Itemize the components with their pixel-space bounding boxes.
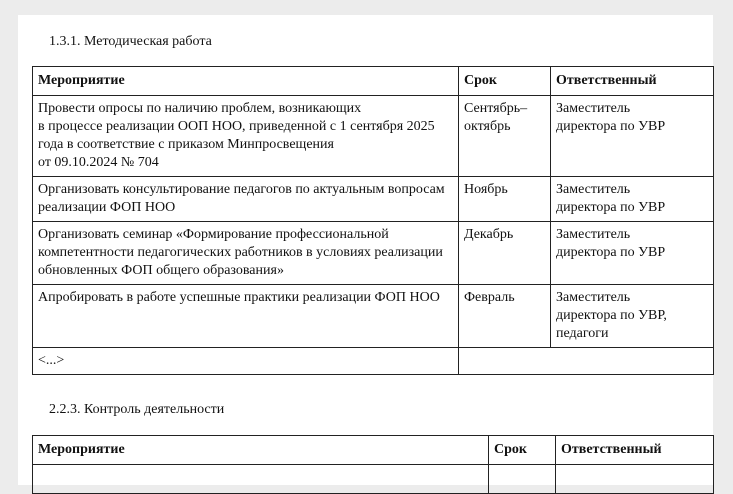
responsible-cell: Заместитель директора по УВР, педагоги <box>551 285 714 348</box>
table-row <box>33 285 714 348</box>
ellipsis-cell: <...> <box>33 348 459 375</box>
empty-cell <box>459 348 714 375</box>
table-row <box>33 96 714 177</box>
header-responsible: Ответственный <box>556 436 714 465</box>
header-responsible: Ответственный <box>551 67 714 96</box>
event-cell: Провести опросы по наличию проблем, возникающих в процессе реализации ООП НОО, приведенной с 1 сентября 2025 года в соответствие с приказом Минпросвещения от 09.10.2024 № 704 <box>33 96 459 177</box>
event-cell: Организовать семинар «Формирование профессиональной компетентности педагогических работников в условиях реализации обновленных ФОП общего образования» <box>33 222 459 285</box>
activity-control-table <box>32 435 714 494</box>
table-header-row <box>33 436 714 465</box>
section-title-activity-control: 2.2.3. Контроль деятельности <box>49 402 225 417</box>
table-row-ellipsis <box>33 348 714 375</box>
header-event: Мероприятие <box>33 67 459 96</box>
table-row <box>33 177 714 222</box>
header-term: Срок <box>459 67 551 96</box>
header-event: Мероприятие <box>33 436 489 465</box>
term-cell: Февраль <box>459 285 551 348</box>
term-cell: Ноябрь <box>459 177 551 222</box>
methodical-work-table <box>32 66 714 375</box>
responsible-cell: Заместитель директора по УВР <box>551 222 714 285</box>
table-row <box>33 222 714 285</box>
term-cell: Декабрь <box>459 222 551 285</box>
responsible-cell: Заместитель директора по УВР <box>551 177 714 222</box>
event-cell: Организовать консультирование педагогов по актуальным вопросам реализации ФОП НОО <box>33 177 459 222</box>
responsible-cell: Заместитель директора по УВР <box>551 96 714 177</box>
term-cell: Сентябрь– октябрь <box>459 96 551 177</box>
section-title-methodical-work: 1.3.1. Методическая работа <box>49 34 212 49</box>
header-term: Срок <box>489 436 556 465</box>
document-page <box>18 15 713 485</box>
event-cell: Апробировать в работе успешные практики реализации ФОП НОО <box>33 285 459 348</box>
table-header-row <box>33 67 714 96</box>
